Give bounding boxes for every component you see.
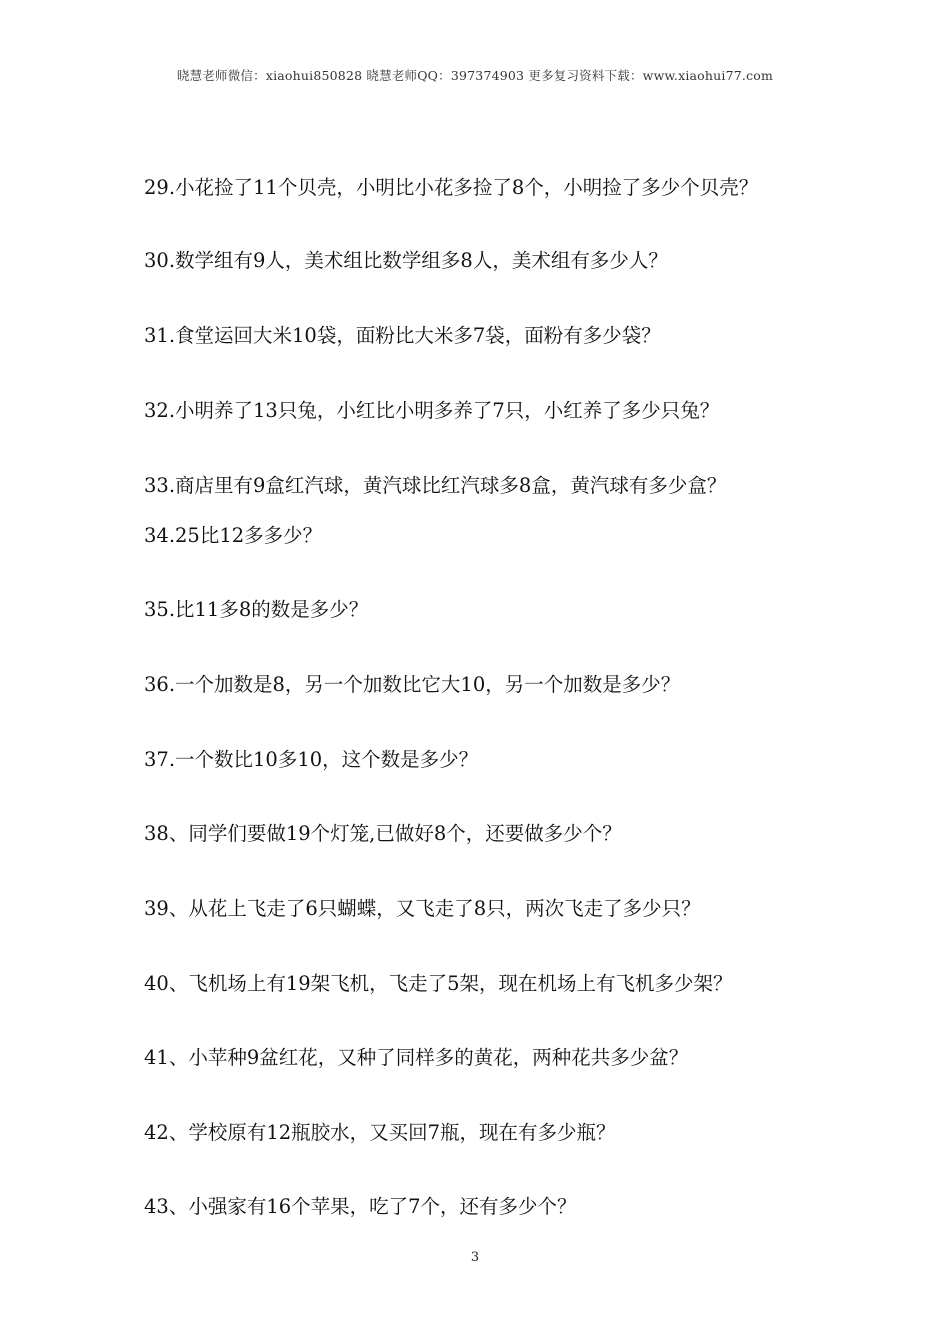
question-41: 41、小苹种9盆红花，又种了同样多的黄花，两种花共多少盆？ — [144, 1046, 689, 1069]
question-32: 32.小明养了13只兔，小红比小明多养了7只，小红养了多少只兔？ — [144, 399, 720, 422]
question-33: 33.商店里有9盒红汽球，黄汽球比红汽球多8盒，黄汽球有多少盒？ — [144, 474, 727, 497]
page-number: 3 — [470, 1250, 480, 1265]
question-42: 42、学校原有12瓶胶水，又买回7瓶，现在有多少瓶？ — [144, 1121, 616, 1144]
question-35: 35.比11多8的数是多少？ — [144, 598, 369, 621]
question-38: 38、同学们要做19个灯笼,已做好8个，还要做多少个？ — [144, 822, 622, 845]
question-37: 37.一个数比10多10，这个数是多少？ — [144, 748, 479, 771]
question-30: 30.数学组有9人，美术组比数学组多8人，美术组有多少人？ — [144, 249, 668, 272]
question-31: 31.食堂运回大米10袋，面粉比大米多7袋，面粉有多少袋？ — [144, 324, 661, 347]
question-36: 36.一个加数是8，另一个加数比它大10，另一个加数是多少？ — [144, 673, 681, 696]
question-29: 29.小花捡了11个贝壳，小明比小花多捡了8个，小明捡了多少个贝壳？ — [144, 176, 759, 199]
question-34: 34.25比12多多少？ — [144, 524, 323, 547]
question-40: 40、飞机场上有19架飞机，飞走了5架，现在机场上有飞机多少架？ — [144, 972, 733, 995]
page-header: 晓慧老师微信：xiaohui850828 晓慧老师QQ：397374903 更多复习资料下载：www.xiaohui77.com — [176, 68, 774, 83]
question-43: 43、小强家有16个苹果，吃了7个，还有多少个？ — [144, 1195, 577, 1218]
question-39: 39、从花上飞走了6只蝴蝶，又飞走了8只，两次飞走了多少只？ — [144, 897, 701, 920]
